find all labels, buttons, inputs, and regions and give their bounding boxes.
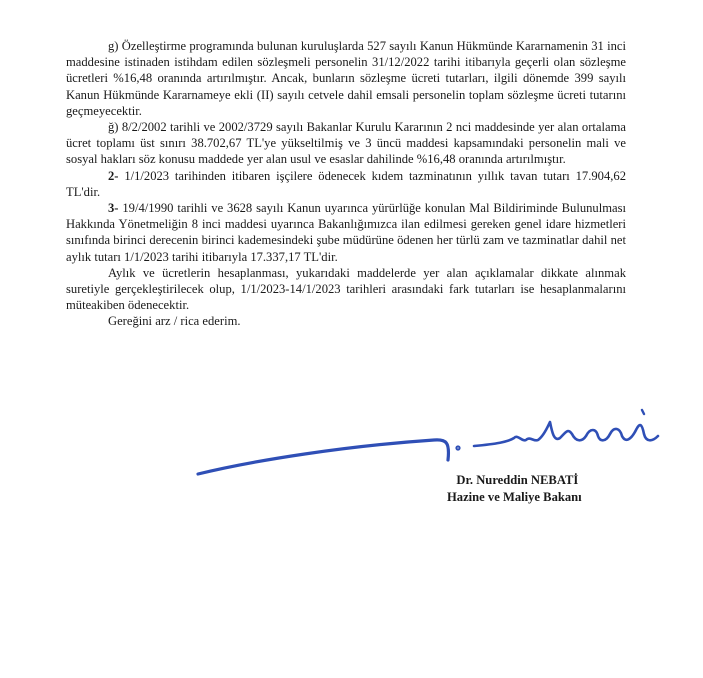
paragraph-text: Gereğini arz / rica ederim. (108, 314, 241, 329)
paragraph-closing-note (66, 265, 626, 314)
handwritten-signature (196, 398, 666, 488)
paragraph-number: 3- (108, 201, 119, 216)
paragraph-text: 19/4/1990 tarihli ve 3628 sayılı Kanun uyarınca yürürlüğe konulan Mal Bildiriminde Bulunulması Hakkında Yönetmeliğin 8 inci maddesi uyarınca Bakanlığımızca ilan edilmesi gereken genel idare hizmetleri sınıfında birinci derecenin birinci kademesindeki şube müdürüne ödenen her türlü zam ve tazminatlar dahil net aylık tutarı 1/1/2023 tarihi itibarıyla 17.337,17 TL'dir. (66, 201, 626, 264)
paragraph-g (66, 38, 626, 119)
signer-name: Dr. Nureddin NEBATİ (456, 473, 579, 487)
paragraph-text: g) Özelleştirme programında bulunan kuruluşlarda 527 sayılı Kanun Hükmünde Kararnamenin 31 inci maddesine istinaden istihdam edilen sözleşmeli personelin 31/12/2022 tarihi itibarıyla geçerli olan sözleşme ücretleri %16,48 oranında artırılmıştır. Ancak, bunların sözleşme ücreti tutarları, ilgili dönemde 399 sayılı Kanun Hükmünde Kararnameye ekli (II) sayılı cetvele dahil emsali personelin toplam sözleşme ücreti tutarını geçmeyecektir. (66, 39, 626, 118)
paragraph-gg (66, 119, 626, 168)
signer-block (447, 472, 582, 506)
paragraph-text: 1/1/2023 tarihinden itibaren işçilere ödenecek kıdem tazminatının yıllık tavan tutarı 17.904,62 TL'dir. (66, 168, 626, 199)
paragraph-2 (66, 168, 626, 200)
paragraph-text: ğ) 8/2/2002 tarihli ve 2002/3729 sayılı Bakanlar Kurulu Kararının 2 nci maddesinde yer alan ortalama ücret toplamı üst sınırı 38.702,67 TL'ye yükseltilmiş ve 3 üncü maddesi kapsamındaki personelin mali ve sosyal hakları söz konusu maddede yer alan usul ve esaslar dahilinde %16,48 oranında artırılmıştır. (66, 120, 626, 167)
paragraph-number: 2- (108, 168, 119, 183)
document-body (66, 38, 626, 330)
paragraph-3 (66, 200, 626, 265)
paragraph-text: Aylık ve ücretlerin hesaplanması, yukarıdaki maddelerde yer alan açıklamalar dikkate alınmak suretiyle gerçekleştirilecek olup, 1/1/2023-14/1/2023 tarihleri arasındaki fark tutarları ise hesaplanmalarını müteakiben ödenecektir. (66, 265, 626, 313)
paragraph-request (66, 313, 626, 329)
signer-title: Hazine ve Maliye Bakanı (447, 490, 582, 504)
